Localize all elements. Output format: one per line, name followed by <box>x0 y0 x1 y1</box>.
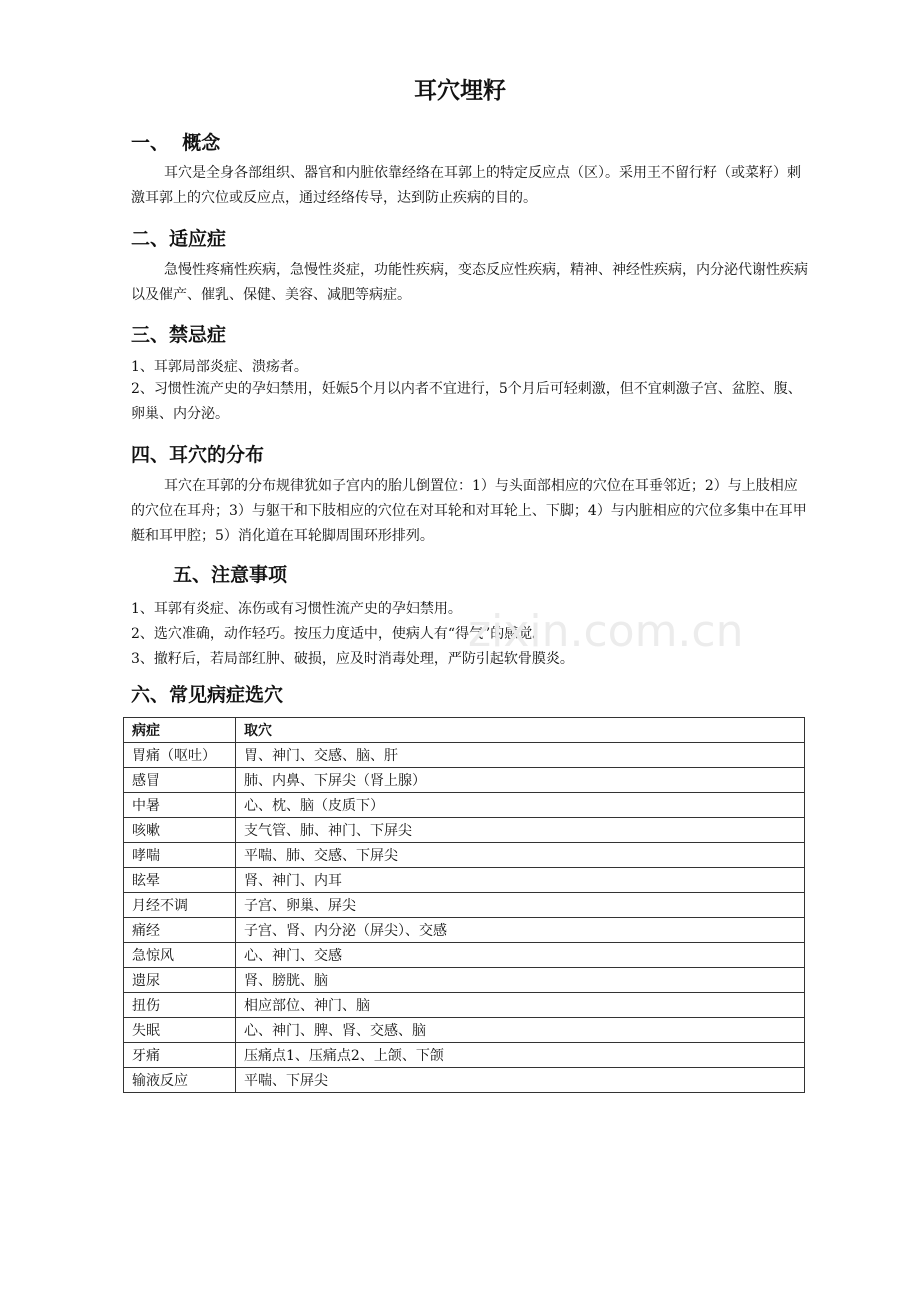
condition-cell: 咳嗽 <box>124 818 236 843</box>
contraindication-item-2: 2、习惯性流产史的孕妇禁用，妊娠5个月以内者不宜进行，5个月后可轻刺激，但不宜刺激子宫、盆腔、腹、卵巢、内分泌。 <box>131 381 802 422</box>
table-row <box>124 993 805 1018</box>
acupoints-cell: 胃、神门、交感、脑、肝 <box>236 743 805 768</box>
table-header-cell: 取穴 <box>236 718 805 743</box>
acupoints-cell: 肾、膀胱、脑 <box>236 968 805 993</box>
section-heading-concept: 一、 概念 <box>131 132 221 154</box>
precaution-item-2: 2、选穴准确，动作轻巧。按压力度适中，使病人有“得气”的感觉。 <box>131 626 547 642</box>
acupoint-table <box>123 717 805 1093</box>
distribution-paragraph: 耳穴在耳郭的分布规律犹如子宫内的胎儿倒置位：1）与头面部相应的穴位在耳垂邻近；2）与上肢相应的穴位在耳舟；3）与躯干和下肢相应的穴位在对耳轮和对耳轮上、下脚；4）与内脏相应的穴位多集中在耳甲艇和耳甲腔；5）消化道在耳轮脚周围环形排列。 <box>131 478 807 544</box>
condition-cell: 扭伤 <box>124 993 236 1018</box>
condition-cell: 月经不调 <box>124 893 236 918</box>
acupoints-cell: 平喘、肺、交感、下屏尖 <box>236 843 805 868</box>
section-heading-precautions: 五、注意事项 <box>173 564 288 586</box>
precaution-item-1: 1、耳郭有炎症、冻伤或有习惯性流产史的孕妇禁用。 <box>131 601 462 617</box>
table-row <box>124 868 805 893</box>
acupoints-cell: 相应部位、神门、脑 <box>236 993 805 1018</box>
table-row <box>124 843 805 868</box>
condition-cell: 中暑 <box>124 793 236 818</box>
table-row <box>124 1018 805 1043</box>
condition-cell: 遗尿 <box>124 968 236 993</box>
table-row <box>124 943 805 968</box>
acupoints-cell: 心、神门、交感 <box>236 943 805 968</box>
precaution-item-3: 3、撤籽后，若局部红肿、破损，应及时消毒处理，严防引起软骨膜炎。 <box>131 651 574 667</box>
watermark-text: zixin.com.cn <box>468 606 744 657</box>
section-heading-distribution: 四、耳穴的分布 <box>131 444 265 466</box>
acupoints-cell: 支气管、肺、神门、下屏尖 <box>236 818 805 843</box>
condition-cell: 牙痛 <box>124 1043 236 1068</box>
acupoints-cell: 肺、内鼻、下屏尖（肾上腺） <box>236 768 805 793</box>
acupoints-cell: 平喘、下屏尖 <box>236 1068 805 1093</box>
table-row <box>124 968 805 993</box>
acupoints-cell: 心、神门、脾、肾、交感、脑 <box>236 1018 805 1043</box>
section-heading-contraindications: 三、禁忌症 <box>131 324 227 346</box>
table-row <box>124 918 805 943</box>
table-row <box>124 1043 805 1068</box>
table-row <box>124 793 805 818</box>
page-title: 耳穴埋籽 <box>414 78 506 104</box>
condition-cell: 痛经 <box>124 918 236 943</box>
acupoints-cell: 肾、神门、内耳 <box>236 868 805 893</box>
section-heading-common: 六、常见病症选穴 <box>131 684 284 706</box>
condition-cell: 输液反应 <box>124 1068 236 1093</box>
condition-cell: 感冒 <box>124 768 236 793</box>
indications-paragraph: 急慢性疼痛性疾病，急慢性炎症，功能性疾病，变态反应性疾病，精神、神经性疾病，内分泌代谢性疾病以及催产、催乳、保健、美容、减肥等病症。 <box>131 262 808 303</box>
table-row <box>124 893 805 918</box>
section-heading-indications: 二、适应症 <box>131 228 227 250</box>
acupoints-cell: 压痛点1、压痛点2、上颌、下颌 <box>236 1043 805 1068</box>
acupoints-cell: 子宫、肾、内分泌（屏尖）、交感 <box>236 918 805 943</box>
condition-cell: 急惊风 <box>124 943 236 968</box>
condition-cell: 失眠 <box>124 1018 236 1043</box>
condition-cell: 眩晕 <box>124 868 236 893</box>
contraindication-item-1: 1、耳郭局部炎症、溃疡者。 <box>131 359 308 375</box>
table-row <box>124 818 805 843</box>
table-row <box>124 768 805 793</box>
acupoints-cell: 心、枕、脑（皮质下） <box>236 793 805 818</box>
condition-cell: 哮喘 <box>124 843 236 868</box>
condition-cell: 胃痛（呕吐） <box>124 743 236 768</box>
table-header-cell: 病症 <box>124 718 236 743</box>
concept-paragraph: 耳穴是全身各部组织、器官和内脏依靠经络在耳郭上的特定反应点（区）。采用王不留行籽（或菜籽）刺激耳郭上的穴位或反应点，通过经络传导，达到防止疾病的目的。 <box>131 165 801 206</box>
table-body <box>124 743 805 1093</box>
table-header-row <box>124 718 805 743</box>
table-row <box>124 1068 805 1093</box>
acupoints-cell: 子宫、卵巢、屏尖 <box>236 893 805 918</box>
table-row <box>124 743 805 768</box>
